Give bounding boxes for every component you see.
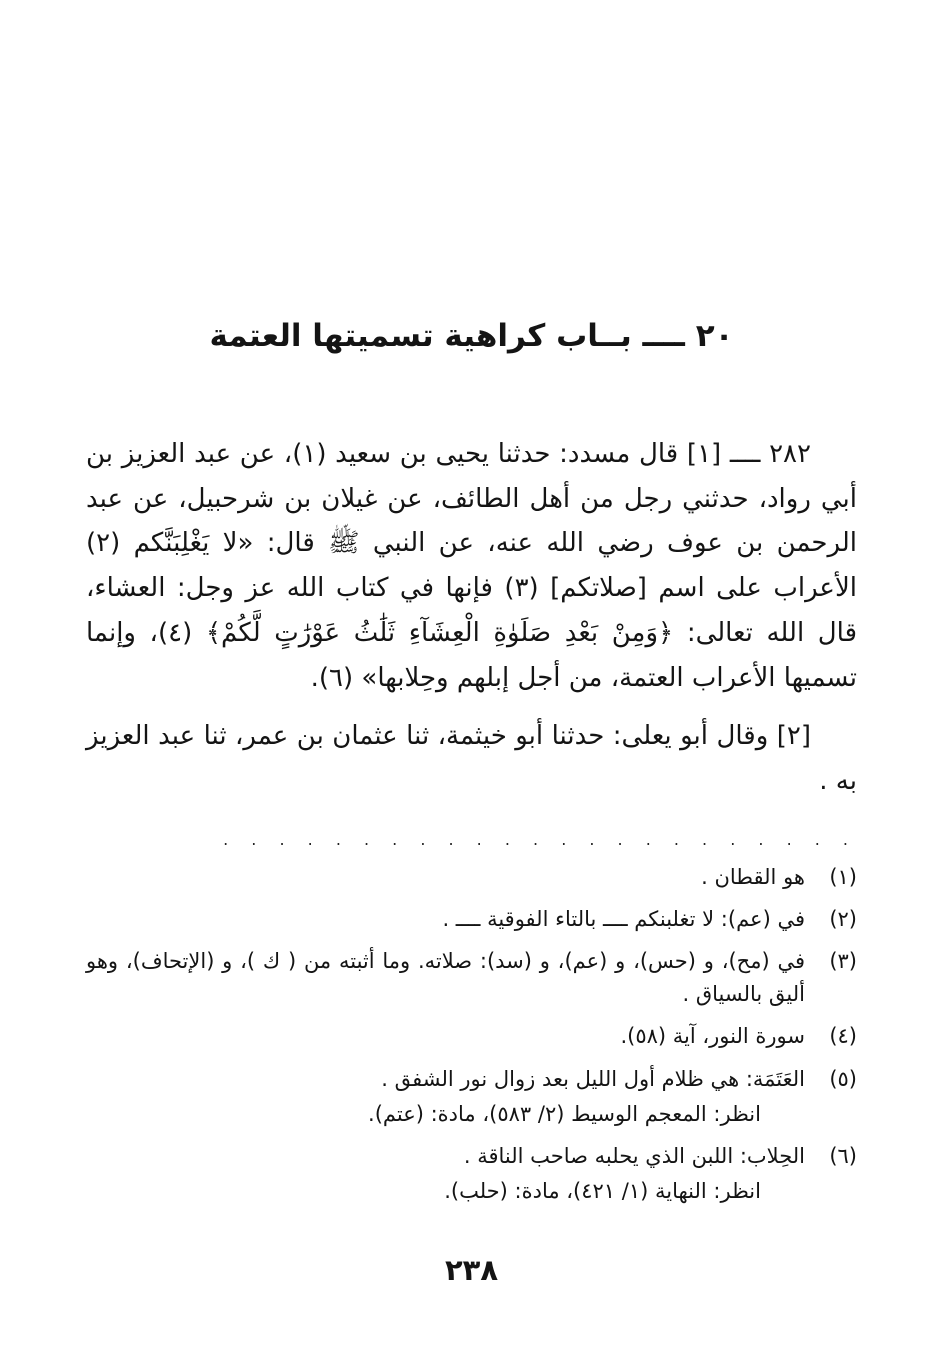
footnote-5: [86, 1063, 857, 1131]
footnote-2: [86, 903, 857, 936]
footnote-number: (١): [829, 864, 857, 889]
footnote-body: [86, 903, 805, 936]
footnote-text: في (مح)، و (حس)، و (عم)، و (سد): صلاته. وما أثبته من ( ك )، و (الإتحاف)، وهو أليق بالسياق .: [86, 949, 805, 1007]
footnote-text: هو القطان .: [701, 864, 805, 889]
hadith-paragraph-1: ٢٨٢ ــــ [١] قال مسدد: حدثنا يحيى بن سعيد (١)، عن عبد العزيز بن أبي رواد، حدثني رجل من أهل الطائف، عن غيلان بن شرحبيل، عن عبد الرحمن بن عوف رضي الله عنه، عن النبي ﷺ قال: «لا يَغْلِبَنَّكم (٢) الأعراب على اسم [صلاتكم] (٣) فإنها في كتاب الله عز وجل: العشاء، قال الله تعالى: ﴿وَمِنْ بَعْدِ صَلَوٰةِ الْعِشَآءِ ثَلَٰثُ عَوْرَٰتٍ لَّكُمْ﴾ (٤)، وإنما تسميها الأعراب العتمة، من أجل إبلهم وحِلابها» (٦).: [86, 439, 857, 693]
footnote-text: الحِلاب: اللبن الذي يحلبه صاحب الناقة .: [463, 1143, 805, 1168]
footnote-6: [86, 1140, 857, 1208]
footnote-text: العَتَمَة: هي ظلام أول الليل بعد زوال نور الشفق .: [381, 1066, 805, 1091]
footnote-3: [86, 945, 857, 1011]
footnote-4: [86, 1020, 857, 1053]
footnote-body: [86, 861, 805, 894]
footnote-reference: انظر: المعجم الوسيط (٢/ ٥٨٣)، مادة: (عتم).: [368, 1101, 761, 1126]
chapter-title: ٢٠ ــــ بــاب كراهية تسميتها العتمة: [209, 318, 734, 354]
footnote-number: (٢): [829, 906, 857, 931]
footnote-text: سورة النور، آية (٥٨).: [620, 1024, 805, 1049]
footnote-body: [86, 945, 805, 1011]
footnote-reference: انظر: النهاية (١/ ٤٢١)، مادة: (حلب).: [444, 1179, 761, 1204]
footnote-number: (٣): [829, 949, 857, 974]
footnote-text: في (عم): لا تغلبنكم ــــ بالتاء الفوقية ــــ .: [442, 906, 805, 931]
footnote-number: (٦): [829, 1143, 857, 1168]
footnote-number: (٤): [829, 1024, 857, 1049]
footnote-1: [86, 861, 857, 894]
footnote-body: [86, 1140, 805, 1208]
footnote-number: (٥): [829, 1066, 857, 1091]
footnote-body: [86, 1020, 805, 1053]
footnotes-section: [86, 861, 857, 1209]
footnote-separator: . . . . . . . . . . . . . . . . . . . . . . .: [223, 829, 857, 849]
hadith-paragraph-2: [٢] وقال أبو يعلى: حدثنا أبو خيثمة، ثنا عثمان بن عمر، ثنا عبد العزيز به .: [86, 721, 857, 797]
page-number: ٢٣٨: [444, 1253, 499, 1287]
footnote-body: [86, 1063, 805, 1131]
